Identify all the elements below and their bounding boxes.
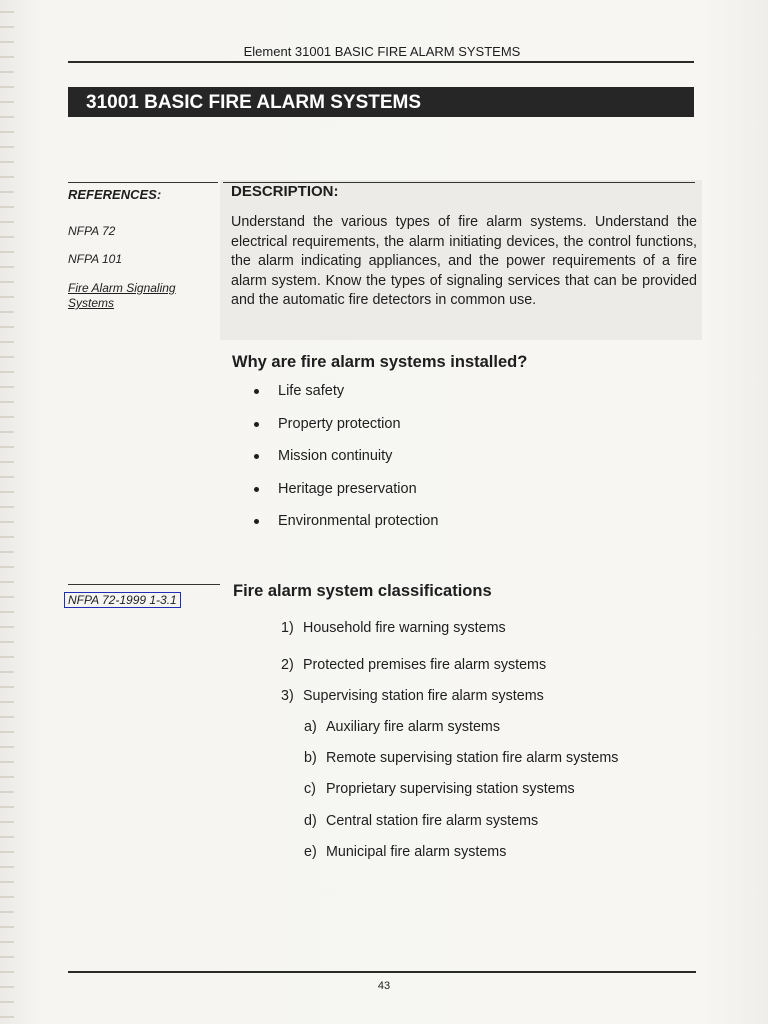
bullet-icon [254,519,259,524]
classifications-rule [68,584,220,585]
reference-item: NFPA 101 [68,252,123,266]
references-rule [68,182,218,183]
classification-subitem [304,844,506,860]
list-item [250,381,438,414]
bullet-icon [254,454,259,459]
item-marker: d) [304,813,317,829]
page-number: 43 [377,980,391,992]
reasons-list [250,381,438,544]
classification-subitem [304,781,575,797]
item-text: Remote supervising station fire alarm systems [326,750,619,766]
spiral-binding-edge [0,0,14,1024]
item-text: Proprietary supervising station systems [326,781,575,797]
classification-subitem [304,719,500,735]
classification-subitem [304,750,618,766]
item-marker: 3) [281,688,294,704]
section-title-bar: 31001 BASIC FIRE ALARM SYSTEMS [68,87,694,117]
description-heading: DESCRIPTION: [231,183,339,200]
bullet-icon [254,422,259,427]
list-item-text: Heritage preservation [278,480,417,497]
list-item-text: Environmental protection [278,513,439,529]
classification-item [281,657,546,673]
list-item-text: Property protection [278,415,401,432]
item-marker: 2) [281,657,294,673]
nfpa-reference-box: NFPA 72-1999 1-3.1 [64,592,181,608]
references-heading: REFERENCES: [68,187,162,202]
list-item [250,511,438,544]
list-item [250,446,438,479]
reference-item: Fire Alarm Signaling Systems [68,281,176,310]
why-heading: Why are fire alarm systems installed? [232,353,528,371]
item-marker: a) [304,719,317,735]
description-paragraph: Understand the various types of fire alarm systems. Understand the electrical requirements, the alarm initiating devices, the control functions, the alarm indicating appliances, and the power requirements of a fire alarm system. Know the types of signaling services that can be provided and the automatic fire detectors in common use. [231,214,697,309]
reference-item: NFPA 72 [68,224,116,238]
item-marker: b) [304,750,317,766]
classifications-heading: Fire alarm system classifications [233,582,492,600]
classification-item [281,620,506,636]
classification-subitem [304,813,538,829]
item-text: Supervising station fire alarm systems [303,688,544,704]
item-marker: 1) [281,620,294,636]
footer-rule [68,971,696,973]
header-rule [68,61,694,63]
item-text: Protected premises fire alarm systems [303,657,547,673]
running-header: Element 31001 BASIC FIRE ALARM SYSTEMS [243,44,521,59]
item-text: Household fire warning systems [303,620,506,636]
item-marker: e) [304,844,317,860]
classification-item [281,688,544,704]
item-marker: c) [304,781,316,797]
bullet-icon [254,389,259,394]
list-item [250,479,438,512]
item-text: Municipal fire alarm systems [326,844,507,860]
item-text: Auxiliary fire alarm systems [326,719,500,735]
list-item-text: Life safety [278,383,345,399]
list-item [250,414,438,447]
list-item-text: Mission continuity [278,448,393,464]
bullet-icon [254,487,259,492]
item-text: Central station fire alarm systems [326,813,539,829]
